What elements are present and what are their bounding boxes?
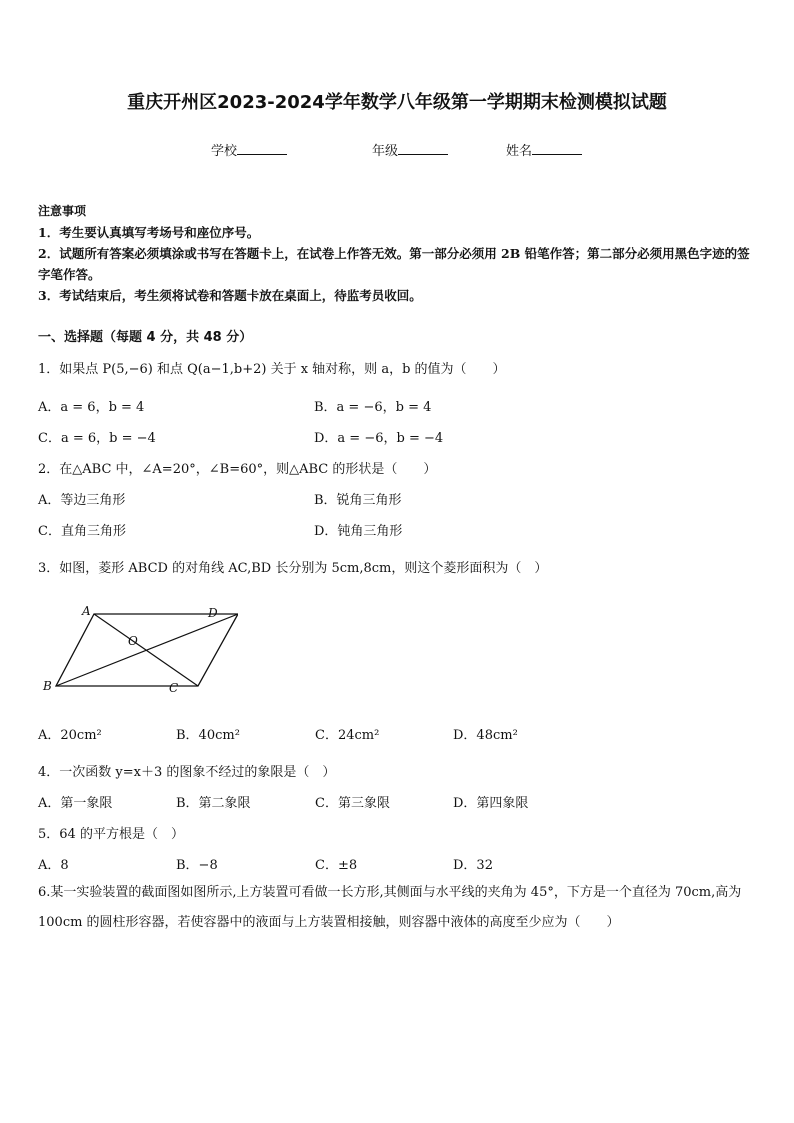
q2-option-c[interactable]: C．直角三角形 bbox=[38, 524, 126, 539]
question-6-stem: 6.某一实验装置的截面图如图所示,上方装置可看做一长方形,其侧面与水平线的夹角为 45°，下方是一个直径为 70cm,高为 100cm 的圆柱形容器，若使容器中的液面与上方装置相接触，则容器中液体的高度至少应为（ ） bbox=[38, 885, 742, 930]
q4-option-d[interactable]: D．第四象限 bbox=[453, 796, 529, 811]
q5-option-b[interactable]: B．−8 bbox=[176, 858, 218, 873]
notice-item-3: 3．考试结束后，考生须将试卷和答题卡放在桌面上，待监考员收回。 bbox=[38, 288, 422, 303]
section-title: 一、选择题（每题 4 分，共 48 分） bbox=[38, 330, 253, 345]
student-info-row bbox=[0, 140, 794, 160]
question-2-stem: 2．在△ABC 中，∠A=20°，∠B=60°，则△ABC 的形状是（ ） bbox=[38, 462, 437, 477]
q1-option-d[interactable]: D．a = −6，b = −4 bbox=[314, 431, 444, 446]
notice-item-2: 2．试题所有答案必须填涂或书写在答题卡上，在试卷上作答无效。第一部分必须用 2B 铅笔作答；第二部分必须用黑色字迹的签字笔作答。 bbox=[38, 246, 750, 282]
q3-option-b[interactable]: B．40cm² bbox=[176, 728, 240, 743]
q4-option-c[interactable]: C．第三象限 bbox=[315, 796, 390, 811]
q3-option-a[interactable]: A．20cm² bbox=[38, 728, 102, 743]
label-d: D bbox=[208, 606, 218, 620]
q1-option-b[interactable]: B．a = −6，b = 4 bbox=[314, 400, 432, 415]
q5-option-a[interactable]: A．8 bbox=[38, 858, 69, 873]
q4-option-a[interactable]: A．第一象限 bbox=[38, 796, 113, 811]
q2-option-a[interactable]: A．等边三角形 bbox=[38, 493, 126, 508]
q5-option-d[interactable]: D．32 bbox=[453, 858, 493, 873]
name-field[interactable]: 姓名 bbox=[506, 140, 582, 159]
school-blank[interactable] bbox=[237, 142, 287, 155]
label-a: A bbox=[82, 604, 91, 618]
question-3-stem: 3．如图，菱形 ABCD 的对角线 AC,BD 长分别为 5cm,8cm，则这个菱形面积为（ ） bbox=[38, 561, 548, 576]
grade-blank[interactable] bbox=[398, 142, 448, 155]
q1-option-a[interactable]: A．a = 6，b = 4 bbox=[38, 400, 145, 415]
q3-option-d[interactable]: D．48cm² bbox=[453, 728, 518, 743]
label-o: O bbox=[128, 634, 138, 648]
label-c: C bbox=[169, 681, 179, 695]
q1-option-c[interactable]: C．a = 6，b = −4 bbox=[38, 431, 156, 446]
diagonal-bd bbox=[56, 614, 238, 686]
label-b: B bbox=[43, 679, 52, 693]
question-1-stem: 1．如果点 P(5,−6) 和点 Q(a−1,b+2) 关于 x 轴对称，则 a，b 的值为（ ） bbox=[38, 362, 506, 377]
school-field[interactable]: 学校 bbox=[211, 140, 287, 159]
name-blank[interactable] bbox=[532, 142, 582, 155]
notice-heading: 注意事项 bbox=[38, 204, 87, 218]
page-title: 重庆开州区2023-2024学年数学八年级第一学期期末检测模拟试题 bbox=[127, 92, 667, 113]
notice-block bbox=[38, 201, 758, 306]
q2-option-d[interactable]: D．钝角三角形 bbox=[314, 524, 403, 539]
grade-field[interactable]: 年级 bbox=[372, 140, 448, 159]
question-5-stem: 5．64 的平方根是（ ） bbox=[38, 827, 184, 842]
q3-option-c[interactable]: C．24cm² bbox=[315, 728, 380, 743]
q5-option-c[interactable]: C．±8 bbox=[315, 858, 358, 873]
question-4-stem: 4．一次函数 y=x＋3 的图象不经过的象限是（ ） bbox=[38, 765, 336, 780]
q2-option-b[interactable]: B．锐角三角形 bbox=[314, 493, 402, 508]
notice-item-1: 1．考生要认真填写考场号和座位序号。 bbox=[38, 225, 260, 240]
rhombus-diagram bbox=[38, 600, 238, 700]
q4-option-b[interactable]: B．第二象限 bbox=[176, 796, 251, 811]
